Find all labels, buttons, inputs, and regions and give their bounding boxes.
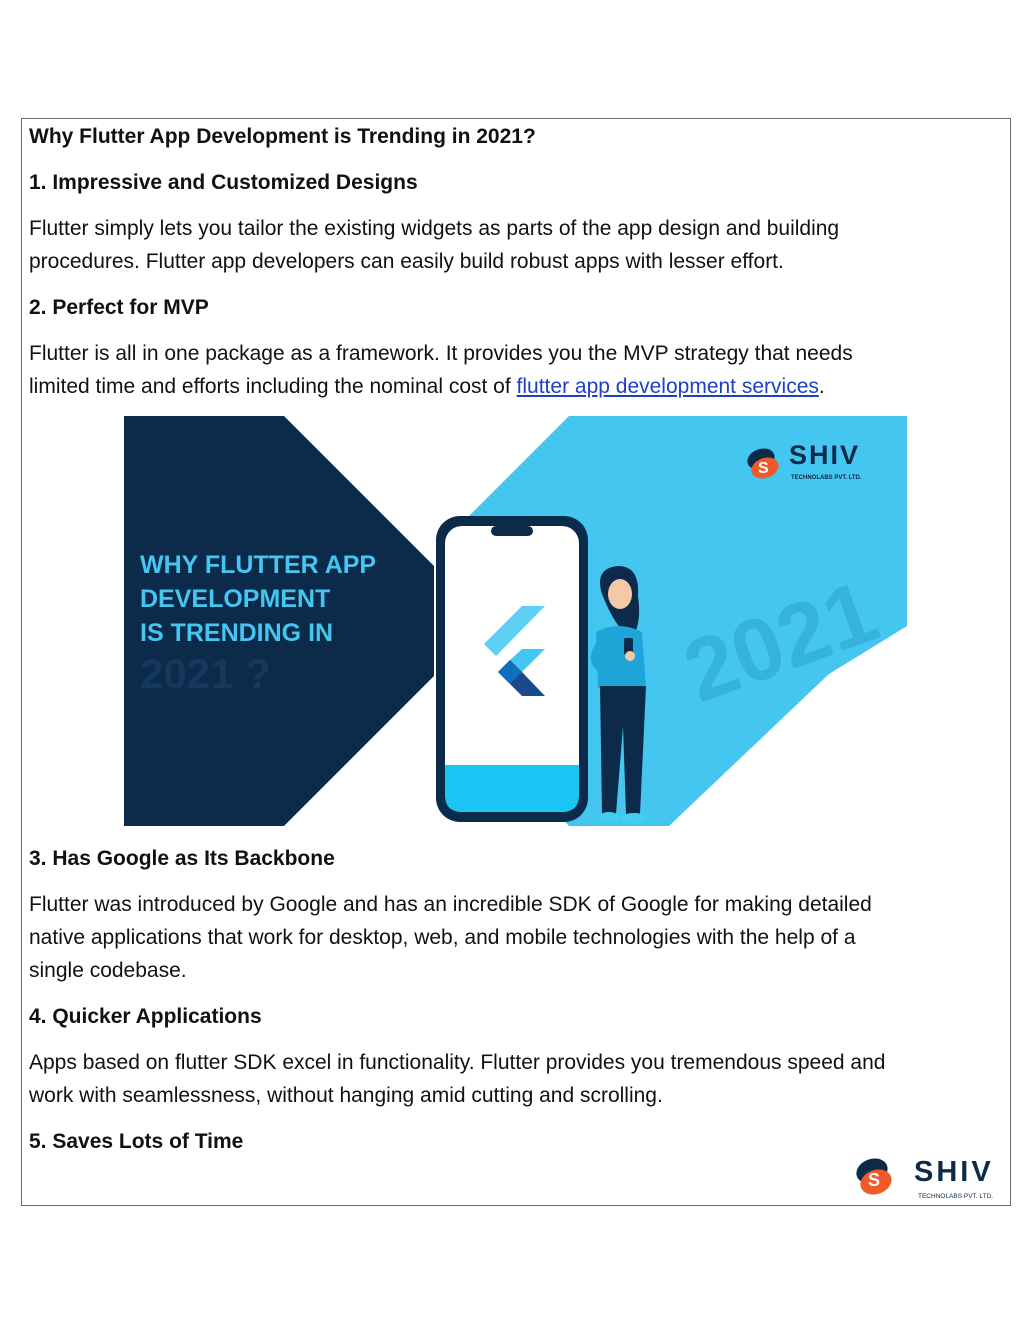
section-4-line-2: work with seamlessness, without hanging amid cutting and scrolling. xyxy=(29,1084,663,1107)
section-4-heading: 4. Quicker Applications xyxy=(29,1005,262,1028)
section-2-heading: 2. Perfect for MVP xyxy=(29,296,209,319)
svg-text:S: S xyxy=(758,460,769,477)
shiv-logo-icon xyxy=(852,1153,1002,1203)
footer-brand-logo xyxy=(852,1153,1002,1203)
section-2-line-2-text: limited time and efforts including the nominal cost of xyxy=(29,375,517,398)
section-2-line-1: Flutter is all in one package as a framework. It provides you the MVP strategy that needs xyxy=(29,342,853,365)
banner-brand-sub: TECHNOLABS PVT. LTD. xyxy=(791,475,862,481)
banner-headline-year: 2021 ? xyxy=(140,650,271,697)
section-2-line-2 xyxy=(29,370,825,403)
section-1-line-2: procedures. Flutter app developers can easily build robust apps with lesser effort. xyxy=(29,250,784,273)
section-4-line-1: Apps based on flutter SDK excel in functionality. Flutter provides you tremendous speed and xyxy=(29,1051,886,1074)
section-2-period: . xyxy=(818,375,825,398)
flutter-banner-image xyxy=(124,416,907,826)
banner-brand-name: SHIV xyxy=(789,440,861,470)
banner-headline-3: IS TRENDING IN xyxy=(140,619,334,647)
phone-screen-footer xyxy=(445,765,579,812)
document-title: Why Flutter App Development is Trending in 2021? xyxy=(29,125,536,148)
section-3-heading: 3. Has Google as Its Backbone xyxy=(29,847,335,870)
phone-notch xyxy=(491,526,533,536)
section-5-heading: 5. Saves Lots of Time xyxy=(29,1130,244,1153)
banner-headline-1: WHY FLUTTER APP xyxy=(140,551,377,579)
svg-text:S: S xyxy=(868,1170,881,1190)
banner-graphic xyxy=(124,416,907,826)
section-3-line-3: single codebase. xyxy=(29,959,187,982)
section-1-heading: 1. Impressive and Customized Designs xyxy=(29,171,418,194)
section-3-line-2: native applications that work for desktop, web, and mobile technologies with the help of a xyxy=(29,926,856,949)
footer-brand-name: SHIV xyxy=(914,1156,994,1188)
watermark-year: 2021 xyxy=(671,560,890,721)
banner-headline-2: DEVELOPMENT xyxy=(140,585,331,613)
flutter-services-link[interactable]: flutter app development services xyxy=(516,375,819,398)
section-1-line-1: Flutter simply lets you tailor the existing widgets as parts of the app design and building xyxy=(29,217,840,240)
footer-brand-sub: TECHNOLABS PVT. LTD. xyxy=(918,1193,994,1200)
section-3-line-1: Flutter was introduced by Google and has an incredible SDK of Google for making detailed xyxy=(29,893,872,916)
